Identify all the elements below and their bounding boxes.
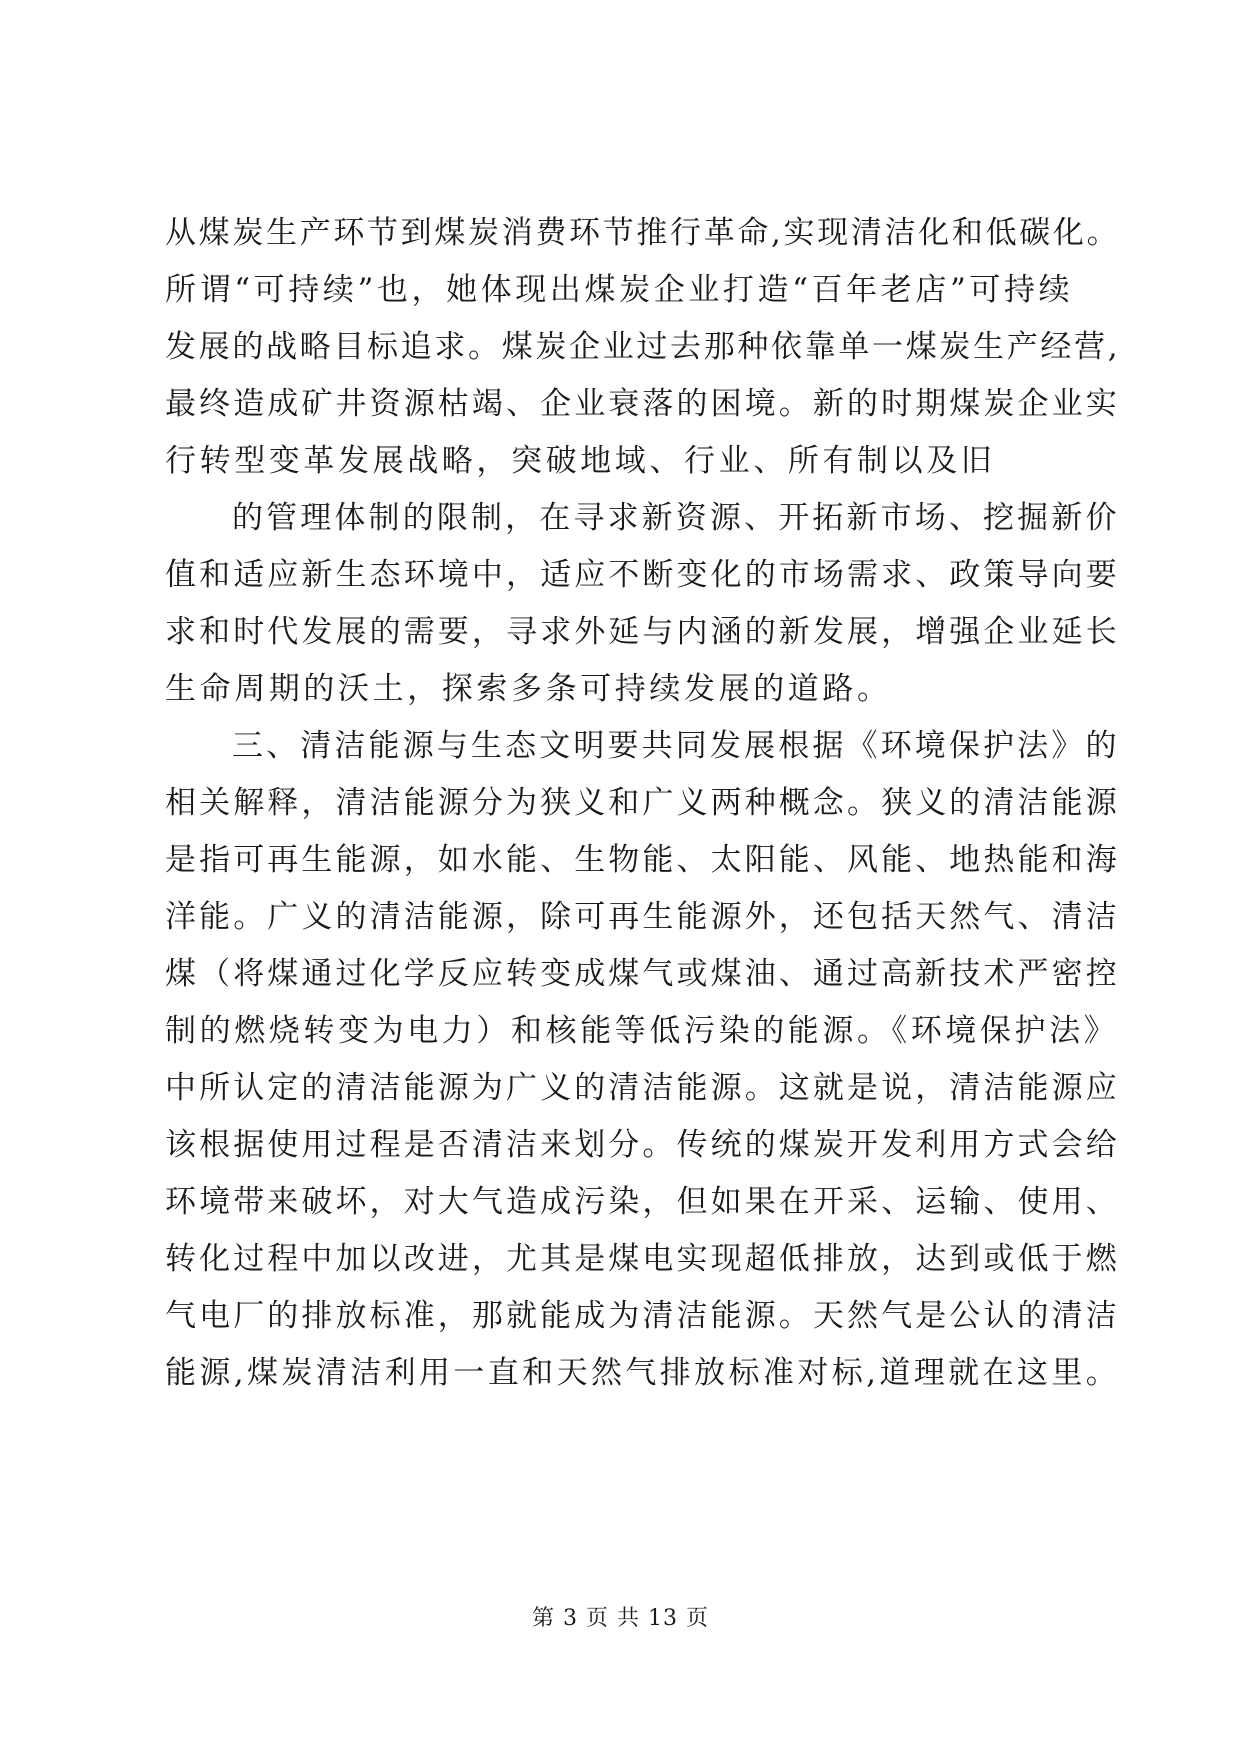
body-text-line: 发展的战略目标追求。煤炭企业过去那种依靠单一煤炭生产经营,: [165, 329, 1121, 365]
body-text-line: 求和时代发展的需要，寻求外延与内涵的新发展，增强企业延长: [165, 614, 1120, 650]
body-text-line: 能源,煤炭清洁利用一直和天然气排放标准对标,道理就在这里。: [165, 1355, 1121, 1391]
body-text-line: 环境带来破坏，对大气造成污染，但如果在开采、运输、使用、: [165, 1184, 1120, 1220]
body-text-line: 值和适应新生态环境中，适应不断变化的市场需求、政策导向要: [165, 557, 1120, 593]
body-text-line: 该根据使用过程是否清洁来划分。传统的煤炭开发利用方式会给: [165, 1127, 1120, 1163]
page-number-footer: 第 3 页 共 13 页: [532, 1606, 709, 1631]
body-text-line: 气电厂的排放标准，那就能成为清洁能源。天然气是公认的清洁: [165, 1298, 1120, 1334]
body-text-line: 所谓“可持续”也，她体现出煤炭企业打造“百年老店”可持续: [165, 272, 1074, 308]
body-text-line: 制的燃烧转变为电力）和核能等低污染的能源。《环境保护法》: [165, 1013, 1119, 1049]
body-text-line: 最终造成矿井资源枯竭、企业衰落的困境。新的时期煤炭企业实: [165, 386, 1120, 422]
section-heading-line: 三、清洁能源与生态文明要共同发展根据《环境保护法》的: [232, 728, 1120, 764]
body-text-line: 生命周期的沃土，探索多条可持续发展的道路。: [165, 671, 892, 707]
body-text-line: 的管理体制的限制，在寻求新资源、开拓新市场、挖掘新价: [232, 500, 1120, 536]
body-text-line: 行转型变革发展战略，突破地域、行业、所有制以及旧: [165, 443, 996, 479]
body-text-line: 从煤炭生产环节到煤炭消费环节推行革命,实现清洁化和低碳化。: [165, 215, 1121, 251]
body-text-line: 相关解释，清洁能源分为狭义和广义两种概念。狭义的清洁能源: [165, 785, 1120, 821]
body-text-line: 是指可再生能源，如水能、生物能、太阳能、风能、地热能和海: [165, 842, 1120, 878]
body-text-line: 煤（将煤通过化学反应转变成煤气或煤油、通过高新技术严密控: [165, 956, 1120, 992]
body-text-line: 中所认定的清洁能源为广义的清洁能源。这就是说，清洁能源应: [165, 1070, 1120, 1106]
body-text-line: 洋能。广义的清洁能源，除可再生能源外，还包括天然气、清洁: [165, 899, 1120, 935]
body-text-line: 转化过程中加以改进，尤其是煤电实现超低排放，达到或低于燃: [165, 1241, 1120, 1277]
